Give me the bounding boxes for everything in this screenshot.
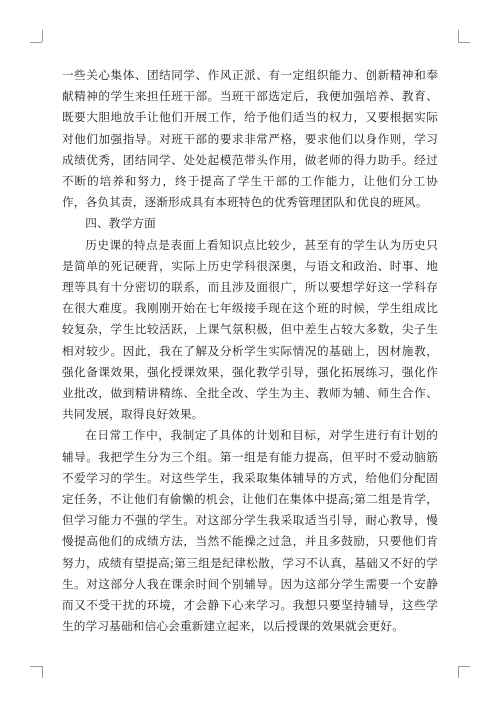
paragraph-class-leaders: 一些关心集体、团结同学、作风正派、有一定组织能力、创新精神和奉献精神的学生来担任班干部。当班干部选定后，我便加强培养、教育、既要大胆地放手让他们开展工作，给予他们适当的权力，又要根据实际对他们加强指导。对班干部的要求非常严格，要求他们以身作则，学习成绩优秀，团结同学、处处起模范带头作用，做老师的得力助手。经过不断的培养和努力，终于提高了学生干部的工作能力，让他们分工协作，各负其责，逐渐形成具有本班特色的优秀管理团队和优良的班风。 — [62, 68, 438, 210]
section-heading-teaching: 四、教学方面 — [85, 216, 156, 231]
crop-mark-top-right-v — [458, 30, 459, 42]
document-body — [62, 65, 438, 637]
paragraph-daily-work: 在日常工作中，我制定了具体的计划和目标，对学生进行有计划的辅导。我把学生分为三个组。第一组是有能力提高，但平时不爱动脑筋不爱学习的学生。对这些学生，我采取集体辅导的方式，给他们分配固定任务，不让他们有偷懒的机会，让他们在集体中提高;第二组是肯学，但学习能力不强的学生。对这部分学生我采取适当引导，耐心教导，慢慢提高他们的成绩方法，当然不能操之过急，并且多鼓励，只要他们肯努力，成绩有望提高;第三组是纪律松散，学习不认真，基础又不好的学生。对这部分人我在课余时间个别辅导。因为这部分学生需要一个安静而又不受干扰的环境，才会静下心来学习。我想只要坚持辅导，这些学生的学习基础和信心会重新建立起来，以后授课的效果就会更好。 — [62, 428, 438, 634]
crop-mark-top-right-h — [458, 42, 470, 43]
crop-mark-bottom-left-h — [30, 666, 42, 667]
crop-mark-bottom-right-v — [458, 666, 459, 678]
crop-mark-top-left-v — [42, 30, 43, 42]
crop-mark-bottom-left-v — [42, 666, 43, 678]
crop-mark-top-left-h — [30, 42, 42, 43]
paragraph-history-course: 历史课的特点是表面上看知识点比较少，甚至有的学生认为历史只是简单的死记硬背，实际上历史学科很深奥，与语文和政治、时事、地理等具有十分密切的联系，而且涉及面很广，所以要想学好这一学科存在很大难度。我刚刚开始在七年级接手现在这个班的时候，学生组成比较复杂，学生比较活跃，上课气氛积极，但中差生占较大多数，尖子生相对较少。因此，我在了解及分析学生实际情况的基础上，因材施教，强化备课效果，强化授课效果，强化教学引导，强化拓展练习，强化作业批改，做到精讲精练、全批全改、学生为主、教师为辅、师生合作、共同发展，取得良好效果。 — [62, 237, 438, 422]
crop-mark-bottom-right-h — [458, 666, 470, 667]
